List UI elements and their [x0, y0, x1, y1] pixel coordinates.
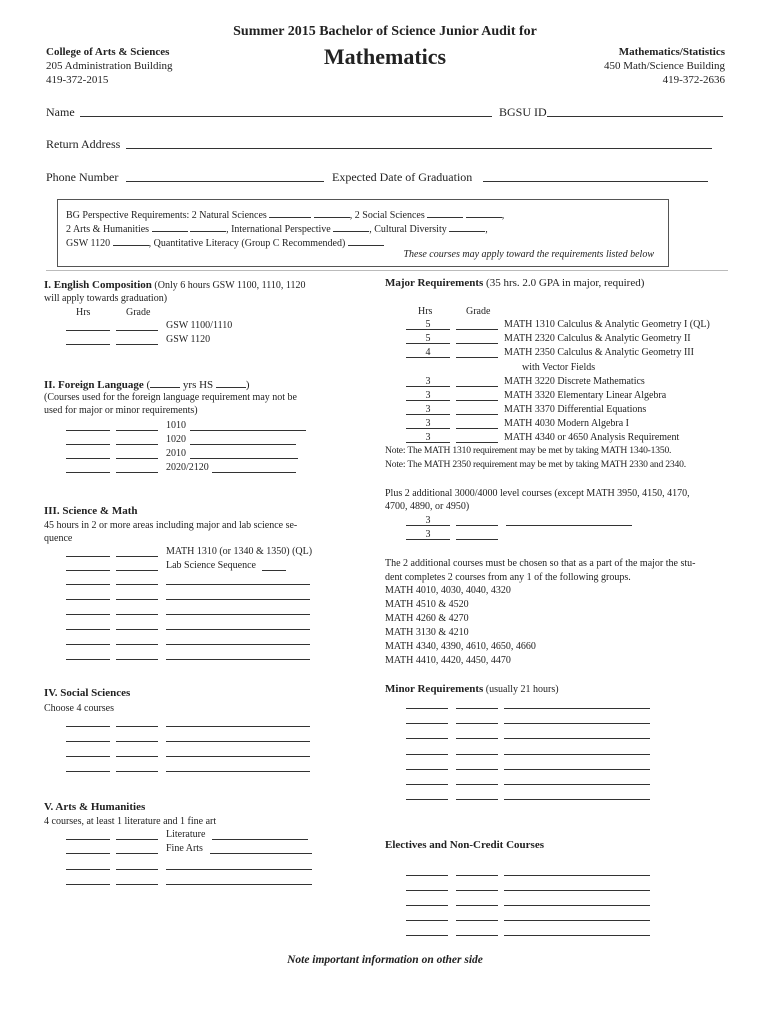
major-vector-fields: with Vector Fields	[522, 362, 596, 373]
minor-sub: (usually 21 hours)	[483, 684, 559, 695]
major-course-row	[406, 389, 770, 403]
minor-heading	[385, 682, 559, 697]
bg-cultural-diversity-label: , Cultural Diversity	[369, 224, 447, 235]
english-heading	[44, 278, 306, 293]
grade-blank[interactable]	[456, 403, 498, 415]
elective-course-row	[406, 864, 770, 878]
major-course-row	[406, 332, 770, 346]
course-label: 1020	[166, 434, 186, 445]
major-note-2: Note: The MATH 2350 requirement may be met by taking MATH 2330 and 2340.	[385, 459, 686, 470]
course-group: MATH 4410, 4420, 4450, 4470	[385, 655, 511, 666]
bg-natural-science-blank-1[interactable]	[269, 206, 311, 218]
hours-blank[interactable]	[406, 924, 448, 936]
arts-heading: V. Arts & Humanities	[44, 801, 146, 813]
bg-line-3	[66, 234, 384, 251]
course-label: MATH 2320 Calculus & Analytic Geometry II	[504, 333, 691, 344]
college-name: College of Arts & Sciences	[46, 46, 170, 58]
hours-blank[interactable]	[66, 319, 110, 331]
major-title-label: Major Requirements	[385, 277, 484, 289]
grade-blank[interactable]	[456, 743, 498, 755]
course-label: MATH 1310 (or 1340 & 1350) (QL)	[166, 546, 313, 557]
additional-courses-1: The 2 additional courses must be chosen so that as a part of the major the stu-	[385, 558, 696, 569]
course-name-blank[interactable]	[166, 760, 310, 772]
hours-blank[interactable]	[66, 633, 110, 645]
hours-blank[interactable]	[66, 760, 110, 772]
department-phone: 419-372-2636	[662, 74, 725, 86]
minor-course-row	[406, 743, 770, 757]
department-block	[604, 45, 725, 87]
science-note-1: 45 hours in 2 or more areas including major and lab science se-	[44, 520, 298, 531]
electives-heading: Electives and Non-Credit Courses	[385, 839, 544, 851]
grade-blank[interactable]	[116, 433, 158, 445]
phone-number-label: Phone Number	[46, 170, 119, 184]
hours-blank[interactable]	[66, 828, 110, 840]
course-label: Lab Science Sequence	[166, 560, 256, 571]
hours-blank[interactable]	[66, 603, 110, 615]
course-label: 2010	[166, 448, 186, 459]
grade-blank[interactable]	[456, 431, 498, 443]
bg-social-science-blank-1[interactable]	[427, 206, 463, 218]
grade-blank[interactable]	[116, 461, 158, 473]
additional-course-row	[406, 514, 770, 528]
major-heading	[385, 276, 644, 290]
bgsu-id-label: BGSU ID	[499, 105, 547, 119]
course-name-blank[interactable]	[504, 712, 650, 724]
bg-quant-literacy-label: , Quantitative Literacy (Group C Recommended)	[148, 238, 346, 249]
hours-blank[interactable]	[66, 873, 110, 885]
course-name-blank[interactable]	[504, 879, 650, 891]
bg-social-science-blank-2[interactable]	[466, 206, 502, 218]
grade-blank[interactable]	[456, 389, 498, 401]
grade-blank[interactable]	[456, 697, 498, 709]
hours-blank[interactable]	[406, 879, 448, 891]
hours-blank[interactable]	[66, 559, 110, 571]
minor-course-row	[406, 758, 770, 772]
course-label: Fine Arts	[166, 843, 203, 854]
return-address-field[interactable]	[126, 148, 712, 149]
course-name-blank[interactable]	[166, 730, 310, 742]
hours-blank[interactable]	[66, 715, 110, 727]
hours-blank[interactable]	[406, 712, 448, 724]
english-grade-header: Grade	[126, 307, 151, 318]
social-course-row	[66, 715, 446, 729]
elective-course-row	[406, 909, 770, 923]
department-name: Mathematics/Statistics	[618, 46, 725, 58]
arts-course-row	[66, 873, 446, 887]
grade-blank[interactable]	[116, 333, 158, 345]
arts-course-row	[66, 858, 446, 872]
foreign-paren-close: )	[245, 379, 250, 391]
elective-course-row	[406, 924, 770, 938]
hours-blank[interactable]: 4	[406, 346, 450, 358]
hours-blank[interactable]	[406, 697, 448, 709]
hours-blank[interactable]	[66, 648, 110, 660]
minor-course-row	[406, 697, 770, 711]
hours-blank[interactable]	[66, 573, 110, 585]
bg-line-2: 2 Arts & Humanities , International Perspective , Cultural Diversity ,	[66, 220, 488, 237]
course-name-blank[interactable]	[166, 648, 310, 660]
major-course-row	[406, 375, 770, 389]
minor-course-row	[406, 712, 770, 726]
major-course-row	[406, 403, 770, 417]
course-name-blank[interactable]	[212, 828, 308, 840]
major-course-row	[406, 417, 770, 431]
course-label: MATH 3320 Elementary Linear Algebra	[504, 390, 667, 401]
grade-blank[interactable]	[116, 603, 158, 615]
course-name-blank[interactable]	[212, 461, 296, 473]
minor-course-row	[406, 727, 770, 741]
foreign-heading	[44, 376, 250, 392]
plus-courses-2: 4700, 4890, or 4950)	[385, 501, 470, 512]
foreign-note-1: (Courses used for the foreign language requirement may not be	[44, 392, 297, 403]
grade-blank[interactable]	[116, 745, 158, 757]
social-course-row	[66, 760, 446, 774]
hours-blank[interactable]	[406, 909, 448, 921]
english-title: I. English Composition	[44, 279, 152, 291]
bg-cultural-diversity-blank[interactable]	[449, 220, 485, 232]
page-title: Summer 2015 Bachelor of Science Junior Audit for	[233, 24, 537, 39]
major-course-row	[406, 318, 770, 332]
grade-blank[interactable]	[456, 528, 498, 540]
grade-blank[interactable]	[456, 924, 498, 936]
grad-date-label: Expected Date of Graduation	[332, 170, 473, 184]
hours-blank[interactable]	[66, 433, 110, 445]
grade-blank[interactable]	[456, 758, 498, 770]
course-name-blank[interactable]	[166, 873, 312, 885]
grade-blank[interactable]	[456, 346, 498, 358]
foreign-title: II. Foreign Language	[44, 379, 144, 391]
grade-blank[interactable]	[456, 773, 498, 785]
grade-blank[interactable]	[116, 447, 158, 459]
foreign-yrs-blank[interactable]	[150, 376, 180, 388]
hours-blank[interactable]: 3	[406, 389, 450, 401]
course-group: MATH 4260 & 4270	[385, 613, 469, 624]
grade-blank[interactable]	[456, 712, 498, 724]
course-name-blank[interactable]	[166, 588, 310, 600]
hours-blank[interactable]	[66, 588, 110, 600]
grade-blank[interactable]	[456, 318, 498, 330]
grade-blank[interactable]	[116, 842, 158, 854]
college-phone: 419-372-2015	[46, 74, 109, 86]
course-name-blank[interactable]	[506, 514, 632, 526]
hours-blank[interactable]: 3	[406, 514, 450, 526]
course-name-blank[interactable]	[504, 864, 650, 876]
bg-social-sciences-label: , 2 Social Sciences	[349, 210, 425, 221]
hours-blank[interactable]	[406, 727, 448, 739]
course-label: MATH 2350 Calculus & Analytic Geometry III	[504, 347, 694, 358]
hours-blank[interactable]	[406, 758, 448, 770]
college-building: 205 Administration Building	[46, 60, 173, 72]
hours-blank[interactable]	[66, 419, 110, 431]
name-label: Name	[46, 105, 75, 119]
minor-title: Minor Requirements	[385, 683, 484, 695]
grade-blank[interactable]	[116, 545, 158, 557]
course-name-blank[interactable]	[504, 697, 650, 709]
social-heading: IV. Social Sciences	[44, 687, 131, 699]
science-heading: III. Science & Math	[44, 505, 138, 517]
department-building: 450 Math/Science Building	[604, 60, 725, 72]
grade-blank[interactable]	[116, 730, 158, 742]
course-name-blank[interactable]	[166, 633, 310, 645]
social-course-row	[66, 730, 446, 744]
hours-blank[interactable]: 5	[406, 318, 450, 330]
bg-international-blank[interactable]	[333, 220, 369, 232]
elective-course-row	[406, 894, 770, 908]
hours-blank[interactable]: 3	[406, 431, 450, 443]
course-label: GSW 1100/1110	[166, 320, 233, 331]
grade-blank[interactable]	[116, 873, 158, 885]
course-name-blank[interactable]	[166, 573, 310, 585]
foreign-note-2: used for major or minor requirements)	[44, 405, 198, 416]
hours-blank[interactable]: 3	[406, 417, 450, 429]
elective-course-row	[406, 879, 770, 893]
major-hrs-header: Hrs	[418, 306, 433, 317]
grade-blank[interactable]	[456, 864, 498, 876]
major-course-row	[406, 346, 770, 360]
hours-blank[interactable]: 3	[406, 403, 450, 415]
bg-international-label: , International Perspective	[226, 224, 331, 235]
major-sub: (35 hrs. 2.0 GPA in major, required)	[483, 277, 645, 289]
course-name-blank[interactable]	[210, 842, 312, 854]
bg-arts-blank-2[interactable]	[190, 220, 226, 232]
hours-blank[interactable]: 3	[406, 528, 450, 540]
course-label: MATH 4340 or 4650 Analysis Requirement	[504, 432, 680, 443]
name-field[interactable]	[80, 116, 492, 117]
course-name-blank[interactable]	[190, 447, 298, 459]
course-group: MATH 3130 & 4210	[385, 627, 469, 638]
course-label: MATH 4030 Modern Algebra I	[504, 418, 629, 429]
course-group: MATH 4510 & 4520	[385, 599, 469, 610]
course-name-blank[interactable]	[166, 603, 310, 615]
bg-box-note: These courses may apply toward the requirements listed below	[403, 249, 654, 260]
course-name-blank[interactable]	[504, 773, 650, 785]
grade-blank[interactable]	[116, 419, 158, 431]
hours-blank[interactable]	[406, 743, 448, 755]
foreign-hs-blank[interactable]	[216, 376, 246, 388]
course-group: MATH 4010, 4030, 4040, 4320	[385, 585, 511, 596]
course-name-blank[interactable]	[166, 745, 310, 757]
grade-blank[interactable]	[116, 618, 158, 630]
course-label: 1010	[166, 420, 186, 431]
course-name-blank[interactable]	[190, 419, 306, 431]
bg-gsw-blank[interactable]	[113, 234, 149, 246]
social-note: Choose 4 courses	[44, 703, 114, 714]
grade-blank[interactable]	[456, 375, 498, 387]
grade-blank[interactable]	[116, 858, 158, 870]
social-course-row	[66, 745, 446, 759]
grade-blank[interactable]	[116, 559, 158, 571]
science-note-2: quence	[44, 533, 73, 544]
english-course-row	[66, 333, 446, 347]
major-course-row	[406, 431, 770, 445]
bg-arts-label: 2 Arts & Humanities	[66, 224, 150, 235]
course-group: MATH 4340, 4390, 4610, 4650, 4660	[385, 641, 536, 652]
major-title: Mathematics	[323, 44, 447, 69]
phone-number-field[interactable]	[126, 181, 324, 182]
course-name-blank[interactable]	[504, 894, 650, 906]
grade-blank[interactable]	[116, 633, 158, 645]
course-label: MATH 3370 Differential Equations	[504, 404, 647, 415]
course-name-blank[interactable]	[504, 743, 650, 755]
course-label: Literature	[166, 829, 206, 840]
hours-blank[interactable]	[66, 461, 110, 473]
course-label: 2020/2120	[166, 462, 209, 473]
course-label: MATH 1310 Calculus & Analytic Geometry I (QL)	[504, 319, 710, 330]
course-name-blank[interactable]	[504, 788, 650, 800]
bg-natural-sciences-label: BG Perspective Requirements: 2 Natural Sciences	[66, 210, 267, 221]
grade-blank[interactable]	[456, 727, 498, 739]
hours-blank[interactable]	[406, 773, 448, 785]
hours-blank[interactable]	[406, 864, 448, 876]
course-name-blank[interactable]	[262, 559, 286, 571]
bg-gsw-label: GSW 1120	[66, 238, 111, 249]
course-name-blank[interactable]	[166, 618, 310, 630]
hours-blank[interactable]	[66, 618, 110, 630]
grade-blank[interactable]	[456, 909, 498, 921]
course-name-blank[interactable]	[504, 924, 650, 936]
hours-blank[interactable]	[66, 842, 110, 854]
hours-blank[interactable]: 5	[406, 332, 450, 344]
major-note-1: Note: The MATH 1310 requirement may be met by taking MATH 1340-1350.	[385, 445, 672, 456]
grade-blank[interactable]	[116, 573, 158, 585]
hours-blank[interactable]	[66, 545, 110, 557]
foreign-yrs-hs-label: yrs HS	[180, 379, 216, 391]
bg-line-1: BG Perspective Requirements: 2 Natural Sciences , 2 Social Sciences ,	[66, 206, 504, 223]
grade-blank[interactable]	[116, 319, 158, 331]
course-name-blank[interactable]	[504, 909, 650, 921]
english-hrs-header: Hrs	[76, 307, 91, 318]
foreign-paren-open: (	[143, 379, 151, 391]
plus-courses-1: Plus 2 additional 3000/4000 level courses (except MATH 3950, 4150, 4170,	[385, 488, 690, 499]
additional-course-row	[406, 528, 770, 542]
bg-natural-science-blank-2[interactable]	[314, 206, 350, 218]
return-address-label: Return Address	[46, 137, 121, 151]
course-label: MATH 3220 Discrete Mathematics	[504, 376, 645, 387]
arts-note: 4 courses, at least 1 literature and 1 fine art	[44, 816, 217, 827]
minor-course-row	[406, 773, 770, 787]
hours-blank[interactable]	[66, 745, 110, 757]
minor-course-row	[406, 788, 770, 802]
english-course-row	[66, 319, 446, 333]
college-block	[46, 45, 173, 87]
grade-blank[interactable]	[456, 879, 498, 891]
english-note: (Only 6 hours GSW 1100, 1110, 1120	[151, 280, 306, 291]
grade-blank[interactable]	[456, 788, 498, 800]
hours-blank[interactable]	[406, 788, 448, 800]
grade-blank[interactable]	[456, 894, 498, 906]
grade-blank[interactable]	[116, 715, 158, 727]
hours-blank[interactable]	[66, 730, 110, 742]
grade-blank[interactable]	[116, 760, 158, 772]
course-name-blank[interactable]	[166, 858, 312, 870]
grade-blank[interactable]	[116, 588, 158, 600]
course-name-blank[interactable]	[504, 758, 650, 770]
hours-blank[interactable]: 3	[406, 375, 450, 387]
english-note-2: will apply towards graduation)	[44, 293, 168, 304]
hours-blank[interactable]	[66, 447, 110, 459]
additional-courses-2: dent completes 2 courses from any 1 of the following groups.	[385, 572, 631, 583]
grade-blank[interactable]	[456, 417, 498, 429]
major-grade-header: Grade	[466, 306, 491, 317]
grad-date-field[interactable]	[483, 181, 708, 182]
section-divider	[46, 270, 728, 271]
bg-quant-literacy-blank[interactable]	[348, 234, 384, 246]
foreign-course-row	[66, 419, 446, 433]
footer-note: Note important information on other side	[287, 954, 483, 966]
grade-blank[interactable]	[456, 332, 498, 344]
bgsu-id-field[interactable]	[547, 116, 723, 117]
course-name-blank[interactable]	[166, 715, 310, 727]
hours-blank[interactable]	[406, 894, 448, 906]
hours-blank[interactable]	[66, 333, 110, 345]
hours-blank[interactable]	[66, 858, 110, 870]
grade-blank[interactable]	[116, 828, 158, 840]
course-label: GSW 1120	[166, 334, 211, 345]
grade-blank[interactable]	[456, 514, 498, 526]
bg-arts-blank-1[interactable]	[152, 220, 188, 232]
course-name-blank[interactable]	[190, 433, 296, 445]
grade-blank[interactable]	[116, 648, 158, 660]
course-name-blank[interactable]	[504, 727, 650, 739]
